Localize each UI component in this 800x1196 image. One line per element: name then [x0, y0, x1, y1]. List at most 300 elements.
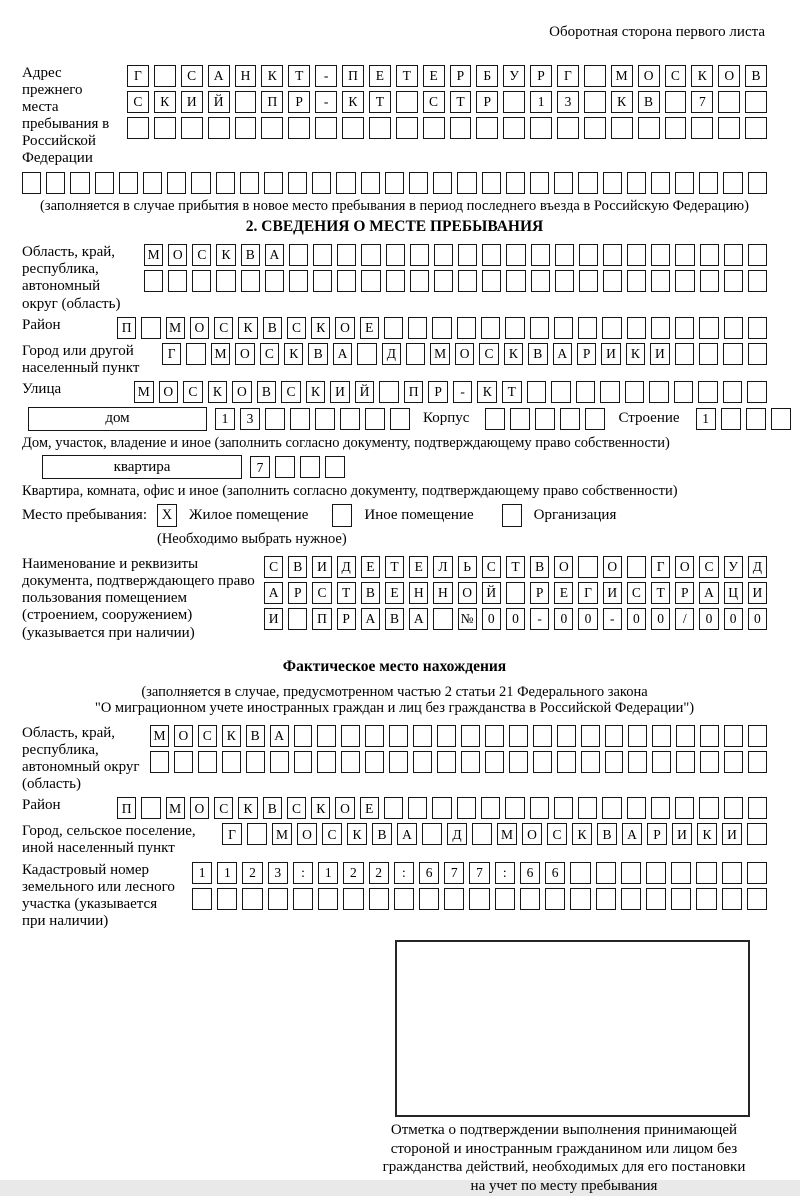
char-cell[interactable]: [554, 172, 573, 194]
char-cell[interactable]: Г: [578, 582, 597, 604]
char-cell[interactable]: [288, 172, 307, 194]
char-cell[interactable]: И: [601, 343, 620, 365]
char-cell[interactable]: [596, 888, 616, 910]
char-cell[interactable]: С: [192, 244, 211, 266]
char-cell[interactable]: [294, 725, 313, 747]
char-cell[interactable]: [675, 172, 694, 194]
char-cell[interactable]: [722, 888, 742, 910]
char-cell[interactable]: Р: [530, 582, 549, 604]
char-cell[interactable]: [627, 556, 646, 578]
char-cell[interactable]: [603, 244, 622, 266]
char-cell[interactable]: У: [503, 65, 525, 87]
char-cell[interactable]: [482, 172, 501, 194]
char-cell[interactable]: [603, 172, 622, 194]
char-cell[interactable]: П: [117, 797, 136, 819]
char-cell[interactable]: [628, 751, 647, 773]
char-cell[interactable]: Б: [476, 65, 498, 87]
char-cell[interactable]: [724, 725, 743, 747]
char-cell[interactable]: Р: [675, 582, 694, 604]
char-cell[interactable]: [671, 862, 691, 884]
char-cell[interactable]: [235, 91, 257, 113]
char-cell[interactable]: [531, 244, 550, 266]
char-cell[interactable]: [506, 270, 525, 292]
char-cell[interactable]: [724, 244, 743, 266]
char-cell[interactable]: [621, 862, 641, 884]
char-cell[interactable]: [700, 270, 719, 292]
char-cell[interactable]: К: [504, 343, 523, 365]
char-cell[interactable]: В: [288, 556, 307, 578]
char-cell[interactable]: К: [284, 343, 303, 365]
char-cell[interactable]: О: [168, 244, 187, 266]
char-cell[interactable]: [394, 888, 414, 910]
char-cell[interactable]: Т: [506, 556, 525, 578]
char-cell[interactable]: С: [322, 823, 342, 845]
char-cell[interactable]: Е: [554, 582, 573, 604]
char-cell[interactable]: В: [638, 91, 660, 113]
actual-district-grid[interactable]: [117, 797, 767, 819]
char-cell[interactable]: [602, 317, 621, 339]
char-cell[interactable]: Р: [577, 343, 596, 365]
char-cell[interactable]: О: [190, 317, 209, 339]
char-cell[interactable]: С: [183, 381, 203, 403]
char-cell[interactable]: [651, 172, 670, 194]
char-cell[interactable]: В: [308, 343, 327, 365]
char-cell[interactable]: Н: [409, 582, 428, 604]
char-cell[interactable]: [369, 888, 389, 910]
char-cell[interactable]: [261, 117, 283, 139]
char-cell[interactable]: [746, 408, 766, 430]
char-cell[interactable]: [181, 117, 203, 139]
char-cell[interactable]: [724, 797, 743, 819]
char-cell[interactable]: [264, 172, 283, 194]
char-cell[interactable]: [505, 797, 524, 819]
char-cell[interactable]: [579, 270, 598, 292]
char-cell[interactable]: И: [181, 91, 203, 113]
char-cell[interactable]: Т: [288, 65, 310, 87]
char-cell[interactable]: [410, 270, 429, 292]
char-cell[interactable]: [270, 751, 289, 773]
char-cell[interactable]: [413, 725, 432, 747]
char-cell[interactable]: С: [547, 823, 567, 845]
char-cell[interactable]: [154, 65, 176, 87]
char-cell[interactable]: [578, 797, 597, 819]
char-cell[interactable]: [699, 172, 718, 194]
char-cell[interactable]: [437, 751, 456, 773]
char-cell[interactable]: С: [627, 582, 646, 604]
char-cell[interactable]: С: [260, 343, 279, 365]
char-cell[interactable]: [313, 270, 332, 292]
char-cell[interactable]: [379, 381, 399, 403]
char-cell[interactable]: Е: [409, 556, 428, 578]
char-cell[interactable]: [748, 317, 767, 339]
char-cell[interactable]: И: [264, 608, 283, 630]
korpus-grid[interactable]: [485, 408, 605, 430]
char-cell[interactable]: В: [263, 797, 282, 819]
char-cell[interactable]: О: [638, 65, 660, 87]
char-cell[interactable]: [384, 317, 403, 339]
char-cell[interactable]: [520, 888, 540, 910]
char-cell[interactable]: [386, 270, 405, 292]
char-cell[interactable]: [361, 172, 380, 194]
stay-type-checkbox-residential[interactable]: X: [157, 504, 177, 527]
apartment-grid[interactable]: [250, 456, 345, 478]
char-cell[interactable]: [396, 91, 418, 113]
char-cell[interactable]: [510, 408, 530, 430]
char-cell[interactable]: [481, 797, 500, 819]
char-cell[interactable]: [365, 751, 384, 773]
char-cell[interactable]: 3: [240, 408, 260, 430]
char-cell[interactable]: [530, 797, 549, 819]
char-cell[interactable]: Д: [337, 556, 356, 578]
char-cell[interactable]: [771, 408, 791, 430]
stroenie-grid[interactable]: [696, 408, 791, 430]
char-cell[interactable]: [289, 270, 308, 292]
char-cell[interactable]: 0: [578, 608, 597, 630]
char-cell[interactable]: 0: [651, 608, 670, 630]
char-cell[interactable]: [651, 270, 670, 292]
char-cell[interactable]: [723, 381, 743, 403]
char-cell[interactable]: О: [603, 556, 622, 578]
char-cell[interactable]: [294, 751, 313, 773]
char-cell[interactable]: Й: [482, 582, 501, 604]
char-cell[interactable]: [288, 117, 310, 139]
char-cell[interactable]: [557, 725, 576, 747]
char-cell[interactable]: 7: [691, 91, 713, 113]
char-cell[interactable]: [509, 725, 528, 747]
char-cell[interactable]: [530, 317, 549, 339]
char-cell[interactable]: 1: [217, 862, 237, 884]
char-cell[interactable]: Г: [162, 343, 181, 365]
char-cell[interactable]: Т: [337, 582, 356, 604]
char-cell[interactable]: Ц: [724, 582, 743, 604]
char-cell[interactable]: -: [315, 91, 337, 113]
char-cell[interactable]: О: [675, 556, 694, 578]
char-cell[interactable]: [337, 244, 356, 266]
char-cell[interactable]: Т: [385, 556, 404, 578]
char-cell[interactable]: [198, 751, 217, 773]
char-cell[interactable]: [485, 751, 504, 773]
char-cell[interactable]: С: [482, 556, 501, 578]
char-cell[interactable]: [461, 751, 480, 773]
char-cell[interactable]: [584, 91, 606, 113]
char-cell[interactable]: [700, 725, 719, 747]
char-cell[interactable]: А: [270, 725, 289, 747]
char-cell[interactable]: [509, 751, 528, 773]
char-cell[interactable]: О: [335, 797, 354, 819]
char-cell[interactable]: [718, 117, 740, 139]
char-cell[interactable]: [150, 751, 169, 773]
char-cell[interactable]: [413, 751, 432, 773]
char-cell[interactable]: [638, 117, 660, 139]
char-cell[interactable]: А: [699, 582, 718, 604]
char-cell[interactable]: К: [477, 381, 497, 403]
char-cell[interactable]: [343, 888, 363, 910]
char-cell[interactable]: Д: [748, 556, 767, 578]
char-cell[interactable]: [503, 91, 525, 113]
char-cell[interactable]: М: [166, 797, 185, 819]
char-cell[interactable]: [457, 317, 476, 339]
prev-address-grid-row4[interactable]: [22, 172, 767, 194]
char-cell[interactable]: [627, 270, 646, 292]
char-cell[interactable]: [174, 751, 193, 773]
char-cell[interactable]: К: [347, 823, 367, 845]
char-cell[interactable]: :: [394, 862, 414, 884]
char-cell[interactable]: 0: [627, 608, 646, 630]
char-cell[interactable]: [357, 343, 376, 365]
char-cell[interactable]: [748, 244, 767, 266]
char-cell[interactable]: М: [272, 823, 292, 845]
char-cell[interactable]: В: [361, 582, 380, 604]
char-cell[interactable]: О: [297, 823, 317, 845]
char-cell[interactable]: [747, 888, 767, 910]
char-cell[interactable]: [675, 797, 694, 819]
char-cell[interactable]: [555, 244, 574, 266]
char-cell[interactable]: [22, 172, 41, 194]
char-cell[interactable]: [168, 270, 187, 292]
char-cell[interactable]: 3: [557, 91, 579, 113]
char-cell[interactable]: [434, 270, 453, 292]
char-cell[interactable]: [336, 172, 355, 194]
char-cell[interactable]: [530, 172, 549, 194]
char-cell[interactable]: М: [497, 823, 517, 845]
char-cell[interactable]: [192, 888, 212, 910]
char-cell[interactable]: [576, 381, 596, 403]
char-cell[interactable]: [235, 117, 257, 139]
char-cell[interactable]: Д: [447, 823, 467, 845]
char-cell[interactable]: [389, 725, 408, 747]
char-cell[interactable]: [217, 888, 237, 910]
char-cell[interactable]: 3: [268, 862, 288, 884]
char-cell[interactable]: 1: [696, 408, 716, 430]
char-cell[interactable]: Т: [502, 381, 522, 403]
char-cell[interactable]: Е: [369, 65, 391, 87]
char-cell[interactable]: [437, 725, 456, 747]
char-cell[interactable]: О: [335, 317, 354, 339]
char-cell[interactable]: О: [232, 381, 252, 403]
char-cell[interactable]: [423, 117, 445, 139]
char-cell[interactable]: [611, 117, 633, 139]
char-cell[interactable]: [675, 270, 694, 292]
char-cell[interactable]: [699, 317, 718, 339]
char-cell[interactable]: Л: [433, 556, 452, 578]
char-cell[interactable]: С: [281, 381, 301, 403]
char-cell[interactable]: [747, 381, 767, 403]
char-cell[interactable]: 0: [506, 608, 525, 630]
char-cell[interactable]: [265, 408, 285, 430]
char-cell[interactable]: Д: [382, 343, 401, 365]
char-cell[interactable]: И: [603, 582, 622, 604]
char-cell[interactable]: [342, 117, 364, 139]
char-cell[interactable]: [434, 244, 453, 266]
char-cell[interactable]: [531, 270, 550, 292]
char-cell[interactable]: [652, 725, 671, 747]
char-cell[interactable]: [390, 408, 410, 430]
char-cell[interactable]: [605, 725, 624, 747]
char-cell[interactable]: [432, 797, 451, 819]
char-cell[interactable]: [70, 172, 89, 194]
char-cell[interactable]: [290, 408, 310, 430]
char-cell[interactable]: [485, 725, 504, 747]
char-cell[interactable]: О: [458, 582, 477, 604]
char-cell[interactable]: И: [722, 823, 742, 845]
char-cell[interactable]: [555, 270, 574, 292]
char-cell[interactable]: К: [572, 823, 592, 845]
char-cell[interactable]: 2: [343, 862, 363, 884]
char-cell[interactable]: [406, 343, 425, 365]
char-cell[interactable]: И: [312, 556, 331, 578]
char-cell[interactable]: [557, 117, 579, 139]
char-cell[interactable]: [651, 797, 670, 819]
char-cell[interactable]: Р: [337, 608, 356, 630]
char-cell[interactable]: [127, 117, 149, 139]
char-cell[interactable]: -: [315, 65, 337, 87]
char-cell[interactable]: [503, 117, 525, 139]
char-cell[interactable]: [698, 381, 718, 403]
char-cell[interactable]: В: [597, 823, 617, 845]
char-cell[interactable]: [675, 317, 694, 339]
char-cell[interactable]: [457, 797, 476, 819]
char-cell[interactable]: [691, 117, 713, 139]
char-cell[interactable]: Н: [235, 65, 257, 87]
char-cell[interactable]: [676, 751, 695, 773]
char-cell[interactable]: 7: [250, 456, 270, 478]
char-cell[interactable]: [745, 117, 767, 139]
char-cell[interactable]: [627, 317, 646, 339]
char-cell[interactable]: Г: [651, 556, 670, 578]
char-cell[interactable]: [216, 270, 235, 292]
char-cell[interactable]: [300, 456, 320, 478]
char-cell[interactable]: [361, 270, 380, 292]
char-cell[interactable]: С: [479, 343, 498, 365]
char-cell[interactable]: -: [530, 608, 549, 630]
region-grid-row2[interactable]: [144, 270, 767, 292]
char-cell[interactable]: Т: [369, 91, 391, 113]
house-grid[interactable]: [215, 408, 410, 430]
char-cell[interactable]: [458, 270, 477, 292]
char-cell[interactable]: [748, 751, 767, 773]
char-cell[interactable]: [699, 797, 718, 819]
char-cell[interactable]: А: [361, 608, 380, 630]
char-cell[interactable]: Ь: [458, 556, 477, 578]
char-cell[interactable]: :: [293, 862, 313, 884]
char-cell[interactable]: [584, 65, 606, 87]
char-cell[interactable]: [600, 381, 620, 403]
char-cell[interactable]: М: [144, 244, 163, 266]
char-cell[interactable]: О: [235, 343, 254, 365]
char-cell[interactable]: 0: [482, 608, 501, 630]
char-cell[interactable]: [700, 751, 719, 773]
char-cell[interactable]: [482, 244, 501, 266]
char-cell[interactable]: М: [211, 343, 230, 365]
char-cell[interactable]: [675, 343, 694, 365]
char-cell[interactable]: [461, 725, 480, 747]
char-cell[interactable]: [216, 172, 235, 194]
char-cell[interactable]: П: [312, 608, 331, 630]
char-cell[interactable]: [724, 751, 743, 773]
char-cell[interactable]: 1: [318, 862, 338, 884]
char-cell[interactable]: О: [159, 381, 179, 403]
char-cell[interactable]: [444, 888, 464, 910]
char-cell[interactable]: [265, 270, 284, 292]
char-cell[interactable]: [646, 888, 666, 910]
char-cell[interactable]: [724, 317, 743, 339]
document-grid-row3[interactable]: [264, 608, 767, 630]
char-cell[interactable]: [369, 117, 391, 139]
char-cell[interactable]: /: [675, 608, 694, 630]
char-cell[interactable]: [167, 172, 186, 194]
char-cell[interactable]: [365, 725, 384, 747]
char-cell[interactable]: [482, 270, 501, 292]
char-cell[interactable]: [530, 117, 552, 139]
district-grid[interactable]: [117, 317, 767, 339]
char-cell[interactable]: [651, 244, 670, 266]
char-cell[interactable]: С: [665, 65, 687, 87]
char-cell[interactable]: Г: [127, 65, 149, 87]
char-cell[interactable]: С: [214, 317, 233, 339]
char-cell[interactable]: [578, 317, 597, 339]
char-cell[interactable]: [578, 556, 597, 578]
char-cell[interactable]: А: [264, 582, 283, 604]
char-cell[interactable]: [337, 270, 356, 292]
char-cell[interactable]: К: [697, 823, 717, 845]
char-cell[interactable]: [318, 888, 338, 910]
char-cell[interactable]: В: [528, 343, 547, 365]
char-cell[interactable]: М: [150, 725, 169, 747]
char-cell[interactable]: П: [117, 317, 136, 339]
char-cell[interactable]: :: [495, 862, 515, 884]
char-cell[interactable]: [469, 888, 489, 910]
char-cell[interactable]: [141, 317, 160, 339]
char-cell[interactable]: 1: [530, 91, 552, 113]
char-cell[interactable]: С: [287, 797, 306, 819]
char-cell[interactable]: [596, 862, 616, 884]
char-cell[interactable]: [628, 725, 647, 747]
char-cell[interactable]: [722, 862, 742, 884]
char-cell[interactable]: А: [397, 823, 417, 845]
char-cell[interactable]: [408, 797, 427, 819]
char-cell[interactable]: [246, 751, 265, 773]
char-cell[interactable]: К: [611, 91, 633, 113]
char-cell[interactable]: [748, 270, 767, 292]
char-cell[interactable]: Т: [396, 65, 418, 87]
char-cell[interactable]: О: [190, 797, 209, 819]
char-cell[interactable]: [748, 172, 767, 194]
char-cell[interactable]: [554, 317, 573, 339]
char-cell[interactable]: [288, 608, 307, 630]
char-cell[interactable]: 1: [192, 862, 212, 884]
char-cell[interactable]: [389, 751, 408, 773]
char-cell[interactable]: [649, 381, 669, 403]
actual-region-grid-row1[interactable]: [150, 725, 767, 747]
char-cell[interactable]: К: [306, 381, 326, 403]
char-cell[interactable]: Н: [433, 582, 452, 604]
actual-region-grid-row2[interactable]: [150, 751, 767, 773]
char-cell[interactable]: С: [423, 91, 445, 113]
char-cell[interactable]: [191, 172, 210, 194]
char-cell[interactable]: -: [603, 608, 622, 630]
char-cell[interactable]: [141, 797, 160, 819]
char-cell[interactable]: [579, 244, 598, 266]
stay-type-checkbox-organization[interactable]: [502, 504, 522, 527]
char-cell[interactable]: [396, 117, 418, 139]
char-cell[interactable]: [222, 751, 241, 773]
char-cell[interactable]: В: [745, 65, 767, 87]
char-cell[interactable]: [621, 888, 641, 910]
char-cell[interactable]: [384, 797, 403, 819]
char-cell[interactable]: [506, 582, 525, 604]
char-cell[interactable]: [674, 381, 694, 403]
char-cell[interactable]: [325, 456, 345, 478]
